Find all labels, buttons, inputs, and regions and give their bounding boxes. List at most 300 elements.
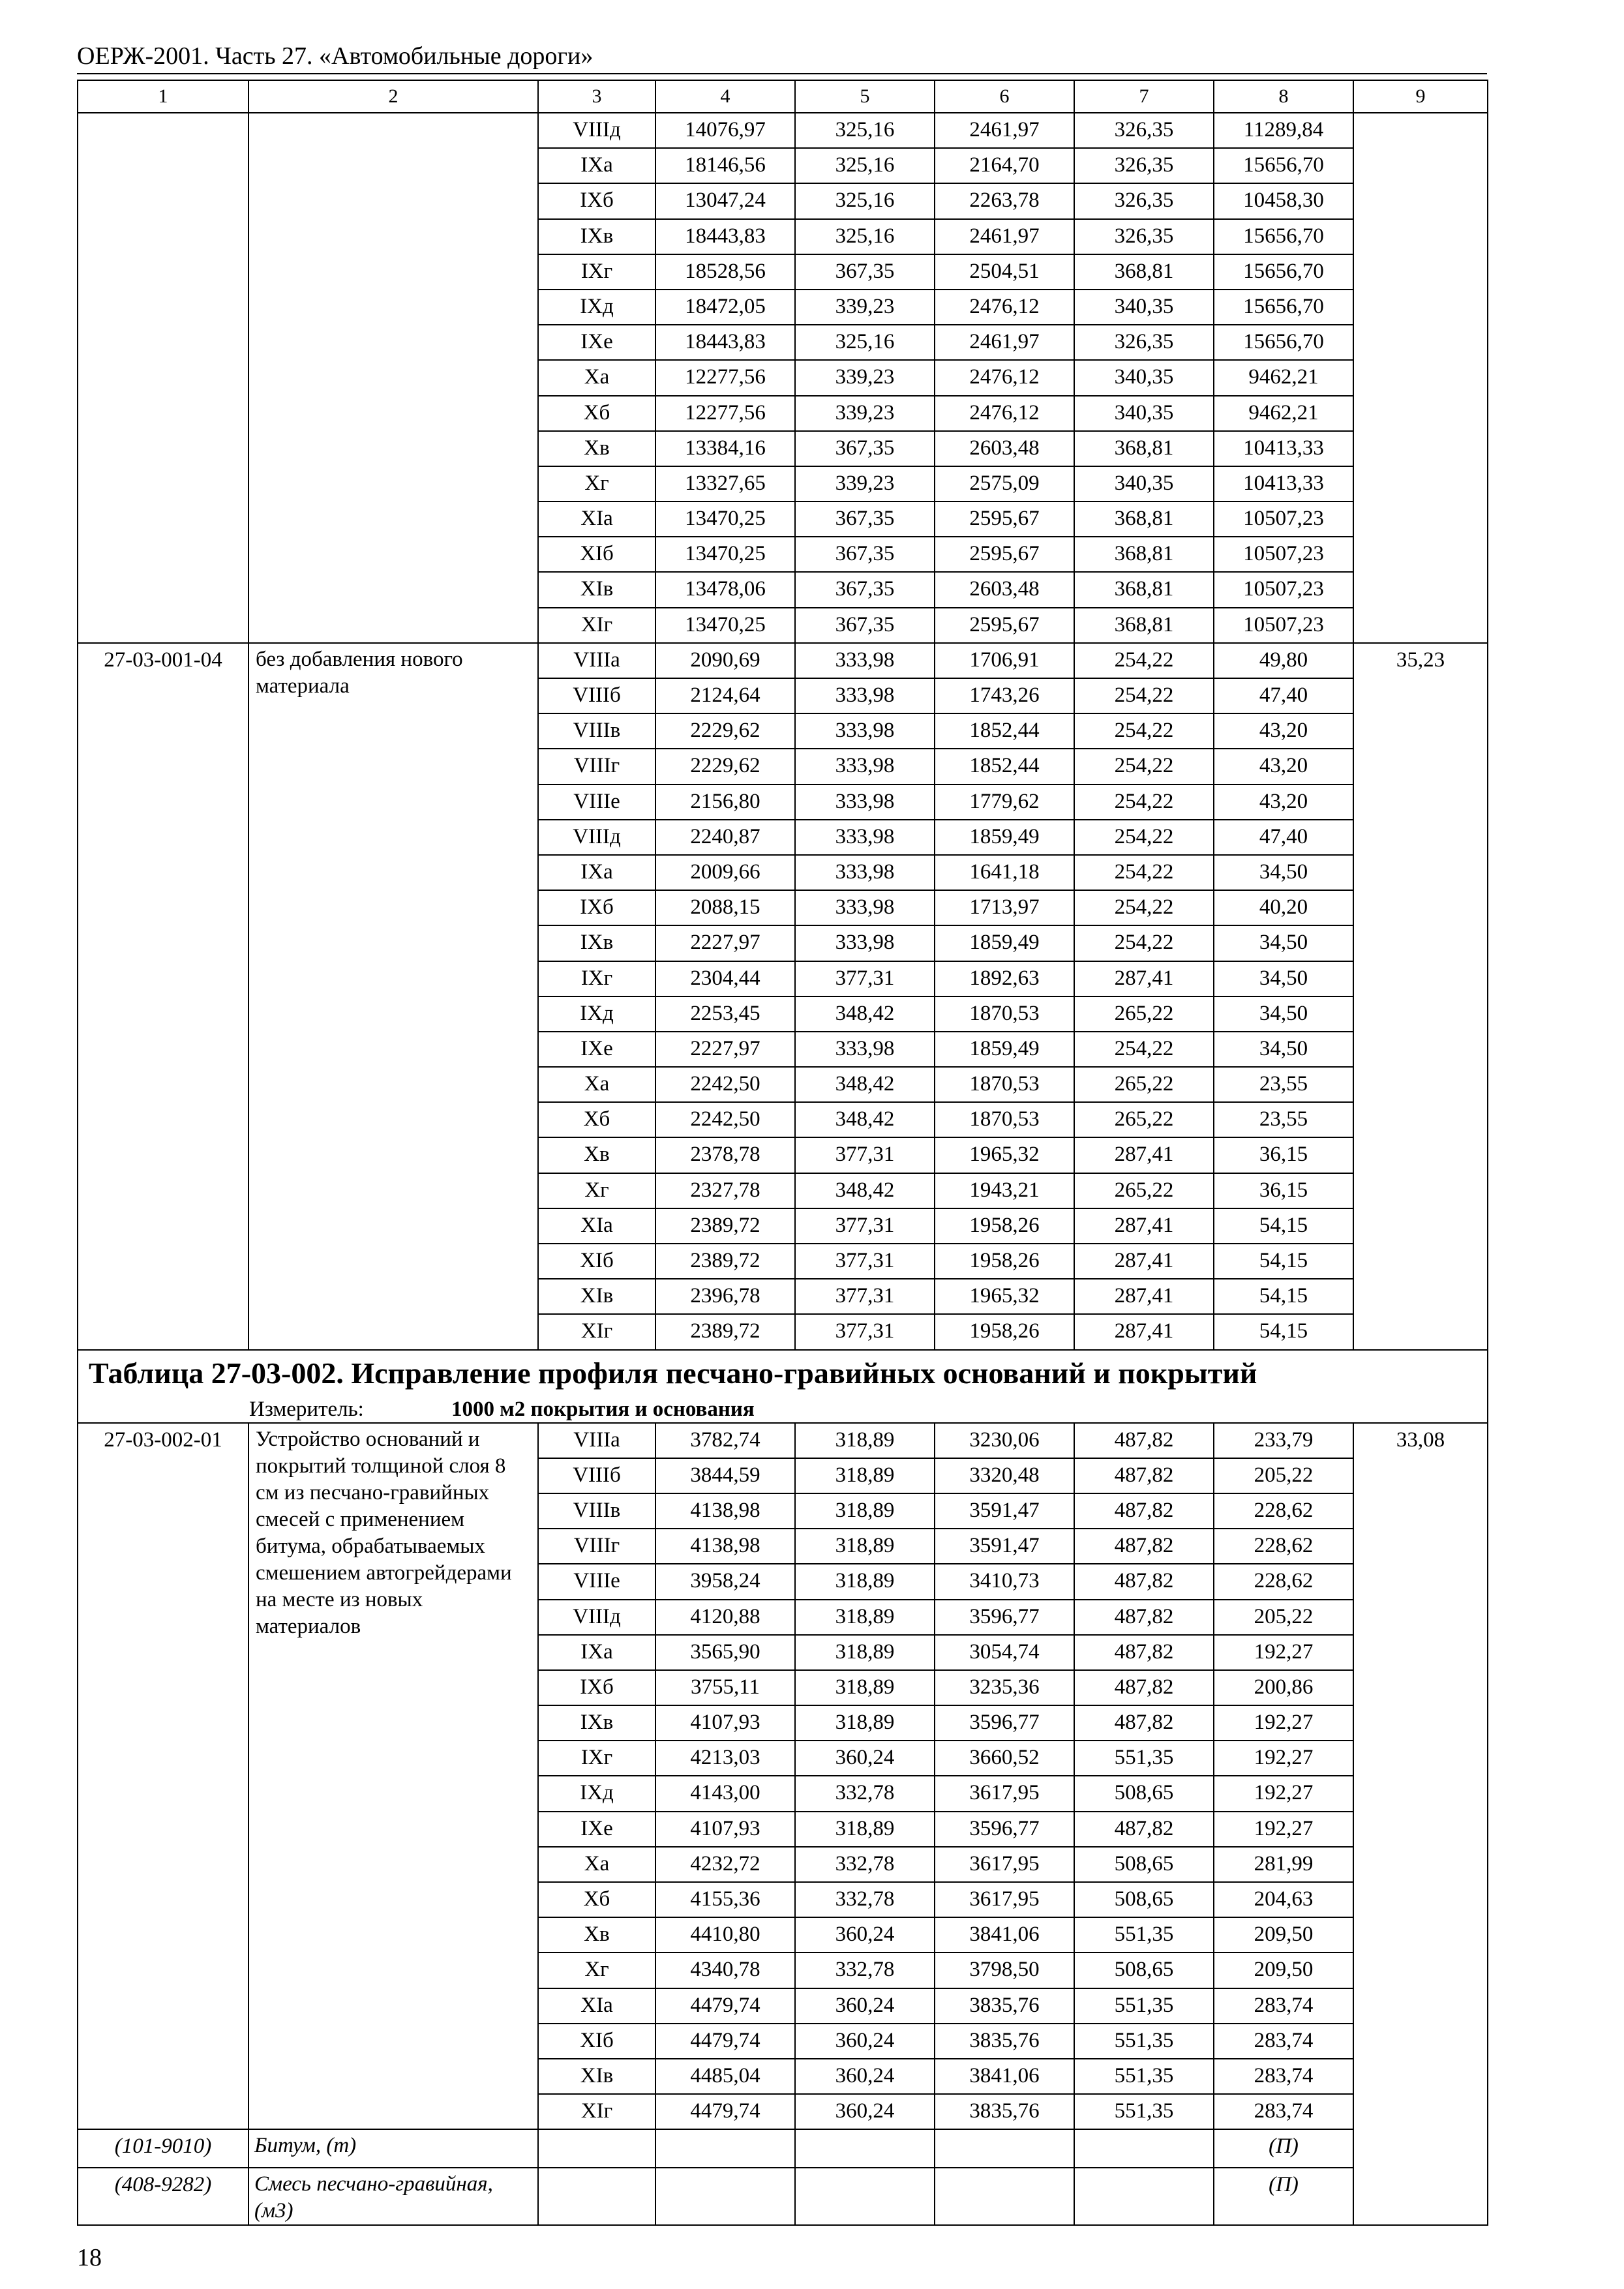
value-cell: 287,41 (1074, 1314, 1214, 1349)
resource-code: (101-9010) (78, 2129, 248, 2167)
value-cell: 13384,16 (655, 431, 795, 466)
value-cell: 34,50 (1214, 961, 1353, 996)
resource-code: (408-9282) (78, 2168, 248, 2225)
resource-name: Смесь песчано-гравийная, (м3) (248, 2168, 538, 2225)
description-cell (248, 113, 538, 643)
value-cell: 18443,83 (655, 325, 795, 360)
value-cell: 3755,11 (655, 1670, 795, 1705)
value-cell: 1852,44 (935, 713, 1074, 749)
zone-cell: XIa (538, 501, 655, 537)
value-cell: 10413,33 (1214, 431, 1353, 466)
value-cell: 487,82 (1074, 1670, 1214, 1705)
value-cell: 3844,59 (655, 1458, 795, 1493)
zone-cell: Xб (538, 1882, 655, 1917)
code-cell (78, 113, 248, 643)
zone-cell: IXв (538, 1705, 655, 1741)
value-cell: 34,50 (1214, 855, 1353, 890)
value-cell: 3596,77 (935, 1705, 1074, 1741)
column-number: 3 (538, 80, 655, 113)
value-cell: 3235,36 (935, 1670, 1074, 1705)
column-number: 4 (655, 80, 795, 113)
value-cell: 318,89 (795, 1705, 935, 1741)
value-cell: 13470,25 (655, 501, 795, 537)
value-cell: 15656,70 (1214, 290, 1353, 325)
value-cell: 325,16 (795, 219, 935, 254)
zone-cell: IXг (538, 961, 655, 996)
value-cell: 209,50 (1214, 1917, 1353, 1952)
value-cell: 367,35 (795, 537, 935, 572)
value-cell: 13047,24 (655, 183, 795, 218)
empty-cell (538, 2129, 655, 2167)
value-cell: 487,82 (1074, 1600, 1214, 1635)
value-cell: 12277,56 (655, 396, 795, 431)
value-cell: 332,78 (795, 1776, 935, 1811)
value-cell: 2227,97 (655, 925, 795, 961)
value-cell: 325,16 (795, 183, 935, 218)
value-cell: 265,22 (1074, 1102, 1214, 1137)
value-cell: 367,35 (795, 431, 935, 466)
value-cell: 47,40 (1214, 820, 1353, 855)
value-cell: 333,98 (795, 749, 935, 784)
value-cell: 3835,76 (935, 2024, 1074, 2059)
value-cell: 228,62 (1214, 1529, 1353, 1564)
value-cell: 3596,77 (935, 1600, 1074, 1635)
value-cell: 2396,78 (655, 1279, 795, 1314)
zone-cell: XIa (538, 1988, 655, 2024)
price-table-body (78, 80, 1488, 2225)
value-cell: 3591,47 (935, 1493, 1074, 1529)
value-cell: 1870,53 (935, 1102, 1074, 1137)
value-cell: 10458,30 (1214, 183, 1353, 218)
value-cell: 254,22 (1074, 820, 1214, 855)
value-cell: 2229,62 (655, 713, 795, 749)
resource-name: Битум, (т) (248, 2129, 538, 2167)
value-cell: 2378,78 (655, 1137, 795, 1173)
value-cell: 1779,62 (935, 785, 1074, 820)
zone-cell: IXб (538, 1670, 655, 1705)
value-cell: 2476,12 (935, 290, 1074, 325)
value-cell: 204,63 (1214, 1882, 1353, 1917)
zone-cell: IXг (538, 254, 655, 290)
zone-cell: XIг (538, 1314, 655, 1349)
value-cell: 360,24 (795, 2024, 935, 2059)
value-cell: 332,78 (795, 1882, 935, 1917)
value-cell: 209,50 (1214, 1952, 1353, 1988)
value-cell: 318,89 (795, 1812, 935, 1847)
value-cell: 2263,78 (935, 183, 1074, 218)
value-cell: 333,98 (795, 855, 935, 890)
value-cell: 340,35 (1074, 466, 1214, 501)
empty-cell (935, 2129, 1074, 2167)
value-cell: 487,82 (1074, 1812, 1214, 1847)
value-cell: 3798,50 (935, 1952, 1074, 1988)
value-cell: 49,80 (1214, 643, 1353, 678)
value-cell: 2504,51 (935, 254, 1074, 290)
zone-cell: XIв (538, 572, 655, 607)
value-cell: 13470,25 (655, 608, 795, 643)
value-cell: 318,89 (795, 1600, 935, 1635)
value-cell: 332,78 (795, 1952, 935, 1988)
zone-cell: Xa (538, 360, 655, 395)
zone-cell: IXб (538, 890, 655, 925)
value-cell: 13470,25 (655, 537, 795, 572)
value-cell: 13327,65 (655, 466, 795, 501)
zone-cell: IXa (538, 1635, 655, 1670)
value-cell: 40,20 (1214, 890, 1353, 925)
unit-label: Измеритель: (249, 1397, 364, 1421)
value-cell: 2461,97 (935, 325, 1074, 360)
value-cell: 325,16 (795, 148, 935, 183)
value-cell: 4213,03 (655, 1741, 795, 1776)
value-cell: 283,74 (1214, 1988, 1353, 2024)
value-cell: 1713,97 (935, 890, 1074, 925)
value-cell: 4155,36 (655, 1882, 795, 1917)
entry-code: 27-03-001-04 (78, 643, 248, 1350)
value-cell: 18146,56 (655, 148, 795, 183)
value-cell: 333,98 (795, 820, 935, 855)
value-cell: 3054,74 (935, 1635, 1074, 1670)
entry-04-row (78, 643, 1488, 678)
zone-cell: VIIIв (538, 1493, 655, 1529)
zone-cell: IXг (538, 1741, 655, 1776)
value-cell: 10507,23 (1214, 537, 1353, 572)
value-cell: 508,65 (1074, 1952, 1214, 1988)
value-cell: 2595,67 (935, 501, 1074, 537)
zone-cell: VIIIг (538, 749, 655, 784)
value-cell: 487,82 (1074, 1493, 1214, 1529)
resource-value: (П) (1214, 2168, 1353, 2225)
zone-cell: Xг (538, 466, 655, 501)
value-cell: 333,98 (795, 713, 935, 749)
value-cell: 3782,74 (655, 1423, 795, 1458)
value-cell: 47,40 (1214, 678, 1353, 713)
value-cell: 4485,04 (655, 2059, 795, 2094)
value-cell: 326,35 (1074, 113, 1214, 148)
value-cell: 36,15 (1214, 1173, 1353, 1208)
empty-cell (795, 2168, 935, 2225)
value-cell: 205,22 (1214, 1458, 1353, 1493)
value-cell: 2461,97 (935, 219, 1074, 254)
value-cell: 348,42 (795, 1067, 935, 1102)
value-cell: 367,35 (795, 572, 935, 607)
value-cell: 332,78 (795, 1847, 935, 1882)
value-cell: 3835,76 (935, 1988, 1074, 2024)
value-cell: 377,31 (795, 1244, 935, 1279)
zone-cell: XIб (538, 1244, 655, 1279)
zone-cell: VIIIб (538, 678, 655, 713)
value-cell: 54,15 (1214, 1208, 1353, 1244)
value-cell: 1892,63 (935, 961, 1074, 996)
value-cell: 287,41 (1074, 1137, 1214, 1173)
value-cell: 4410,80 (655, 1917, 795, 1952)
value-cell: 1641,18 (935, 855, 1074, 890)
value-cell: 2156,80 (655, 785, 795, 820)
value-cell: 4107,93 (655, 1705, 795, 1741)
value-cell: 360,24 (795, 1741, 935, 1776)
value-cell: 3617,95 (935, 1847, 1074, 1882)
value-cell: 487,82 (1074, 1529, 1214, 1564)
value-cell: 333,98 (795, 890, 935, 925)
value-cell: 3320,48 (935, 1458, 1074, 1493)
zone-cell: VIIIг (538, 1529, 655, 1564)
empty-cell (935, 2168, 1074, 2225)
header-rule (77, 73, 1487, 74)
value-cell: 287,41 (1074, 961, 1214, 996)
value-cell: 1965,32 (935, 1137, 1074, 1173)
value-cell: 200,86 (1214, 1670, 1353, 1705)
column-number: 6 (935, 80, 1074, 113)
value-cell: 4138,98 (655, 1529, 795, 1564)
value-cell: 4340,78 (655, 1952, 795, 1988)
value-cell: 192,27 (1214, 1812, 1353, 1847)
value-cell: 12277,56 (655, 360, 795, 395)
value-cell: 2240,87 (655, 820, 795, 855)
resource-row (78, 2129, 1488, 2167)
value-cell: 3841,06 (935, 1917, 1074, 1952)
value-cell: 333,98 (795, 678, 935, 713)
value-cell: 265,22 (1074, 996, 1214, 1032)
value-cell: 1852,44 (935, 749, 1074, 784)
value-cell: 377,31 (795, 1137, 935, 1173)
value-cell: 3410,73 (935, 1564, 1074, 1599)
value-cell: 2327,78 (655, 1173, 795, 1208)
zone-cell: Xб (538, 396, 655, 431)
empty-cell (1074, 2168, 1214, 2225)
zone-cell: IXa (538, 855, 655, 890)
value-cell: 368,81 (1074, 501, 1214, 537)
value-cell: 254,22 (1074, 890, 1214, 925)
column-number: 8 (1214, 80, 1353, 113)
value-cell: 333,98 (795, 785, 935, 820)
value-cell: 254,22 (1074, 643, 1214, 678)
zone-cell: XIa (538, 1208, 655, 1244)
zone-cell: VIIIд (538, 1600, 655, 1635)
value-cell: 377,31 (795, 961, 935, 996)
value-cell: 2164,70 (935, 148, 1074, 183)
value-cell: 192,27 (1214, 1776, 1353, 1811)
value-cell: 551,35 (1074, 2024, 1214, 2059)
resource-row (78, 2168, 1488, 2225)
value-cell: 3565,90 (655, 1635, 795, 1670)
value-cell: 1965,32 (935, 1279, 1074, 1314)
empty-cell (795, 2129, 935, 2167)
value-cell: 368,81 (1074, 537, 1214, 572)
value-cell: 15656,70 (1214, 219, 1353, 254)
value-cell: 3591,47 (935, 1529, 1074, 1564)
zone-cell: VIIIa (538, 1423, 655, 1458)
zone-cell: Xг (538, 1952, 655, 1988)
value-cell: 2090,69 (655, 643, 795, 678)
value-cell: 318,89 (795, 1493, 935, 1529)
value-cell: 318,89 (795, 1635, 935, 1670)
unit-row (78, 1396, 1488, 1423)
col9-cell (1353, 113, 1488, 643)
zone-cell: XIг (538, 2094, 655, 2129)
value-cell: 228,62 (1214, 1493, 1353, 1529)
entry-col9: 35,23 (1353, 643, 1488, 1350)
unit-value: 1000 м2 покрытия и основания (451, 1397, 755, 1421)
value-cell: 551,35 (1074, 1988, 1214, 2024)
value-cell: 54,15 (1214, 1314, 1353, 1349)
value-cell: 4479,74 (655, 1988, 795, 2024)
value-cell: 340,35 (1074, 290, 1214, 325)
zone-cell: VIIIд (538, 113, 655, 148)
column-number: 7 (1074, 80, 1214, 113)
value-cell: 326,35 (1074, 219, 1214, 254)
value-cell: 360,24 (795, 2059, 935, 2094)
value-cell: 368,81 (1074, 254, 1214, 290)
value-cell: 36,15 (1214, 1137, 1353, 1173)
value-cell: 2124,64 (655, 678, 795, 713)
entry-002-01-row (78, 1423, 1488, 1458)
value-cell: 377,31 (795, 1314, 935, 1349)
value-cell: 333,98 (795, 925, 935, 961)
value-cell: 4138,98 (655, 1493, 795, 1529)
value-cell: 3835,76 (935, 2094, 1074, 2129)
zone-cell: IXд (538, 996, 655, 1032)
zone-cell: VIIIв (538, 713, 655, 749)
value-cell: 10413,33 (1214, 466, 1353, 501)
column-number: 2 (248, 80, 538, 113)
value-cell: 367,35 (795, 501, 935, 537)
value-cell: 318,89 (795, 1564, 935, 1599)
zone-cell: IXe (538, 325, 655, 360)
table-caption-row (78, 1350, 1488, 1396)
value-cell: 1706,91 (935, 643, 1074, 678)
value-cell: 43,20 (1214, 713, 1353, 749)
value-cell: 287,41 (1074, 1279, 1214, 1314)
value-cell: 2227,97 (655, 1032, 795, 1067)
value-cell: 2304,44 (655, 961, 795, 996)
value-cell: 2389,72 (655, 1244, 795, 1279)
zone-cell: XIв (538, 1279, 655, 1314)
zone-cell: IXa (538, 148, 655, 183)
value-cell: 15656,70 (1214, 325, 1353, 360)
value-cell: 283,74 (1214, 2024, 1353, 2059)
value-cell: 18528,56 (655, 254, 795, 290)
value-cell: 551,35 (1074, 2059, 1214, 2094)
table-caption: Таблица 27-03-002. Исправление профиля песчано-гравийных оснований и покрытий (78, 1350, 1488, 1396)
page-header: ОЕРЖ-2001. Часть 27. «Автомобильные дороги» (77, 42, 594, 70)
value-cell: 339,23 (795, 360, 935, 395)
zone-cell: Xв (538, 431, 655, 466)
value-cell: 23,55 (1214, 1067, 1353, 1102)
empty-cell (538, 2168, 655, 2225)
value-cell: 228,62 (1214, 1564, 1353, 1599)
value-cell: 1958,26 (935, 1244, 1074, 1279)
value-cell: 1859,49 (935, 820, 1074, 855)
zone-cell: IXe (538, 1032, 655, 1067)
value-cell: 487,82 (1074, 1423, 1214, 1458)
zone-cell: VIIIe (538, 785, 655, 820)
value-cell: 508,65 (1074, 1882, 1214, 1917)
value-cell: 287,41 (1074, 1208, 1214, 1244)
value-cell: 254,22 (1074, 785, 1214, 820)
value-cell: 254,22 (1074, 1032, 1214, 1067)
value-cell: 18472,05 (655, 290, 795, 325)
zone-cell: IXв (538, 925, 655, 961)
value-cell: 326,35 (1074, 183, 1214, 218)
value-cell: 10507,23 (1214, 501, 1353, 537)
value-cell: 34,50 (1214, 925, 1353, 961)
value-cell: 1870,53 (935, 1067, 1074, 1102)
value-cell: 318,89 (795, 1423, 935, 1458)
value-cell: 551,35 (1074, 2094, 1214, 2129)
entry-col9: 33,08 (1353, 1423, 1488, 2225)
value-cell: 3660,52 (935, 1741, 1074, 1776)
value-cell: 43,20 (1214, 749, 1353, 784)
value-cell: 318,89 (795, 1670, 935, 1705)
value-cell: 368,81 (1074, 608, 1214, 643)
value-cell: 254,22 (1074, 855, 1214, 890)
value-cell: 18443,83 (655, 219, 795, 254)
value-cell: 487,82 (1074, 1564, 1214, 1599)
continuation-row (78, 113, 1488, 148)
value-cell: 283,74 (1214, 2059, 1353, 2094)
value-cell: 15656,70 (1214, 254, 1353, 290)
value-cell: 3617,95 (935, 1776, 1074, 1811)
value-cell: 4479,74 (655, 2024, 795, 2059)
value-cell: 254,22 (1074, 925, 1214, 961)
value-cell: 339,23 (795, 466, 935, 501)
page-number: 18 (77, 2244, 102, 2271)
entry-description: без добавления нового материала (248, 643, 538, 1350)
zone-cell: Xв (538, 1137, 655, 1173)
value-cell: 487,82 (1074, 1705, 1214, 1741)
value-cell: 254,22 (1074, 749, 1214, 784)
zone-cell: VIIIб (538, 1458, 655, 1493)
value-cell: 377,31 (795, 1208, 935, 1244)
value-cell: 2603,48 (935, 431, 1074, 466)
value-cell: 4479,74 (655, 2094, 795, 2129)
value-cell: 508,65 (1074, 1776, 1214, 1811)
value-cell: 2242,50 (655, 1102, 795, 1137)
value-cell: 4143,00 (655, 1776, 795, 1811)
value-cell: 254,22 (1074, 713, 1214, 749)
value-cell: 551,35 (1074, 1917, 1214, 1952)
value-cell: 1870,53 (935, 996, 1074, 1032)
column-number: 9 (1353, 80, 1488, 113)
value-cell: 487,82 (1074, 1635, 1214, 1670)
value-cell: 2229,62 (655, 749, 795, 784)
value-cell: 367,35 (795, 608, 935, 643)
zone-cell: XIг (538, 608, 655, 643)
value-cell: 3841,06 (935, 2059, 1074, 2094)
resource-value: (П) (1214, 2129, 1353, 2167)
zone-cell: IXe (538, 1812, 655, 1847)
value-cell: 287,41 (1074, 1244, 1214, 1279)
entry-description: Устройство оснований и покрытий толщиной слоя 8 см из песчано-гравийных смесей с применением битума, обрабатываемых смешением автогрейдерами на месте из новых материалов (248, 1423, 538, 2130)
zone-cell: Xб (538, 1102, 655, 1137)
value-cell: 348,42 (795, 996, 935, 1032)
value-cell: 1943,21 (935, 1173, 1074, 1208)
zone-cell: XIб (538, 2024, 655, 2059)
zone-cell: Xг (538, 1173, 655, 1208)
value-cell: 318,89 (795, 1529, 935, 1564)
value-cell: 15656,70 (1214, 148, 1353, 183)
value-cell: 254,22 (1074, 678, 1214, 713)
empty-cell (655, 2129, 795, 2167)
value-cell: 339,23 (795, 396, 935, 431)
value-cell: 348,42 (795, 1173, 935, 1208)
value-cell: 360,24 (795, 1988, 935, 2024)
zone-cell: VIIIa (538, 643, 655, 678)
value-cell: 2595,67 (935, 537, 1074, 572)
value-cell: 13478,06 (655, 572, 795, 607)
value-cell: 326,35 (1074, 325, 1214, 360)
value-cell: 377,31 (795, 1279, 935, 1314)
value-cell: 3230,06 (935, 1423, 1074, 1458)
